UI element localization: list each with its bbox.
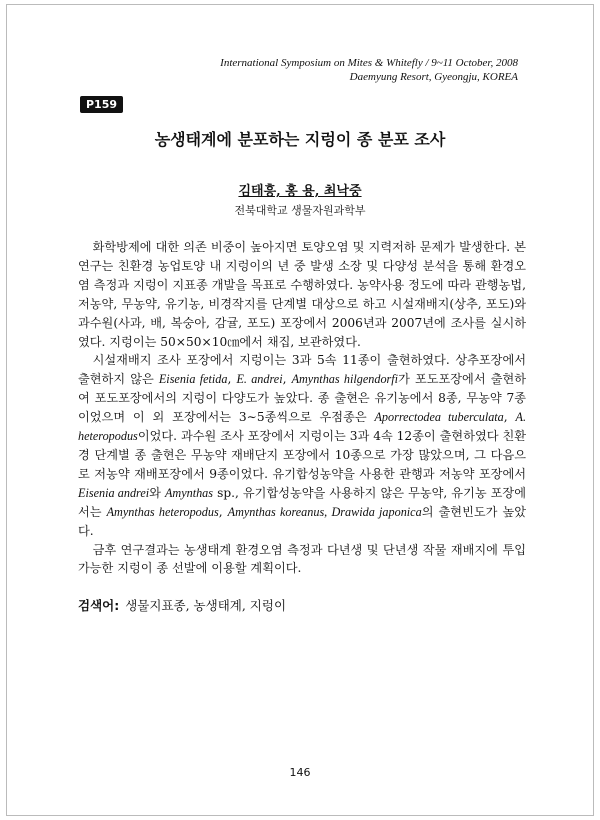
paragraph-1: 화학방제에 대한 의존 비중이 높아지면 토양오염 및 지력저하 문제가 발생한다. 본 연구는 친환경 농업토양 내 지렁이의 년 중 발생 소장 및 다양성 분석을 통해 환경오염 측정과 지렁이 지표종 개발을 목표로 수행하였다. 농약사용 정도에 따라 관행농법, 저농약, 무농약, 유기농, 비경작지를 단계별 대상으로 하고 시설재배지(상추, 포도)와 과수원(사과, 배, 복숭아, 감귤, 포도) 포장에서 2006년과 2007년에 조사를 실시하였다. 지렁이는 50×50×10㎝에서 채집, 보관하였다.	[78, 240, 526, 349]
keywords-value: 생물지표종, 농생태계, 지렁이	[125, 598, 287, 613]
species-name: Eisenia andrei	[78, 485, 150, 500]
conference-header	[220, 56, 518, 84]
text: ,	[282, 372, 292, 387]
species-name: Amynthas heteropodus	[106, 504, 219, 519]
keywords-label: 검색어:	[78, 598, 120, 613]
text: ,	[218, 504, 228, 519]
paper-title: 농생태계에 분포하는 지렁이 종 분포 조사	[154, 130, 446, 149]
header-line-2: Daemyung Resort, Gyeongju, KOREA	[349, 71, 518, 83]
header-line-1: International Symposium on Mites & Whitefly / 9~11 October, 2008	[220, 57, 518, 69]
species-name: Amynthas koreanus, Drawida japonica	[227, 504, 422, 519]
species-name: Amynthas	[164, 485, 214, 500]
poster-id-badge: P159	[80, 96, 123, 113]
keywords	[78, 596, 286, 614]
page-number: 146	[289, 766, 311, 779]
paragraph-3: 금후 연구결과는 농생태계 환경오염 측정과 다년생 및 단년생 작물 재배지에 투입 가능한 지렁이 종 선발에 이용할 계획이다.	[78, 542, 526, 576]
text: sp., 유기합성농약을 사용하지 않은 무농약, 유기농 포장에서는	[78, 485, 526, 519]
text: ,	[227, 372, 237, 387]
species-name: A. heteropodus	[78, 410, 526, 444]
species-name: Eisenia fetida	[158, 372, 228, 387]
text: 시설재배지 조사 포장에서 지렁이는 3과 5속 11종이 출현하였다. 상추포장에서 출현하지 않은	[78, 353, 526, 387]
abstract-body	[78, 238, 526, 578]
paragraph-2	[78, 351, 526, 540]
species-name: Amynthas hilgendorfi	[291, 372, 399, 387]
species-name: E. andrei	[236, 372, 283, 387]
text: ,	[503, 410, 516, 425]
text: 이었다. 과수원 조사 포장에서 지렁이는 3과 4속 12종이 출현하였다 친환경 단계별 종 출현은 무농약 재배단지 포장에서 10종으로 가장 많았으며, 그 다음으로 저농약 재배포장에서 9종이었다. 유기합성농약을 사용한 관행과 저농약 포장에서	[78, 429, 526, 481]
text: 의 출현빈도가 높았다.	[78, 504, 526, 538]
affiliation: 전북대학교 생물자원과학부	[234, 204, 366, 217]
authors: 김태흥, 홍 용, 최낙중	[238, 184, 362, 199]
text: 가 포도포장에서 출현하여 포도포장에서의 지렁이 다양도가 높았다. 종 출현은 유기농에서 8종, 무농약 7종이었으며 이 외 포장에서는 3∼5종씩으로 우점종은	[78, 372, 527, 425]
text: 와	[149, 485, 165, 500]
species-name: Aporrectodea tuberculata	[374, 410, 504, 425]
